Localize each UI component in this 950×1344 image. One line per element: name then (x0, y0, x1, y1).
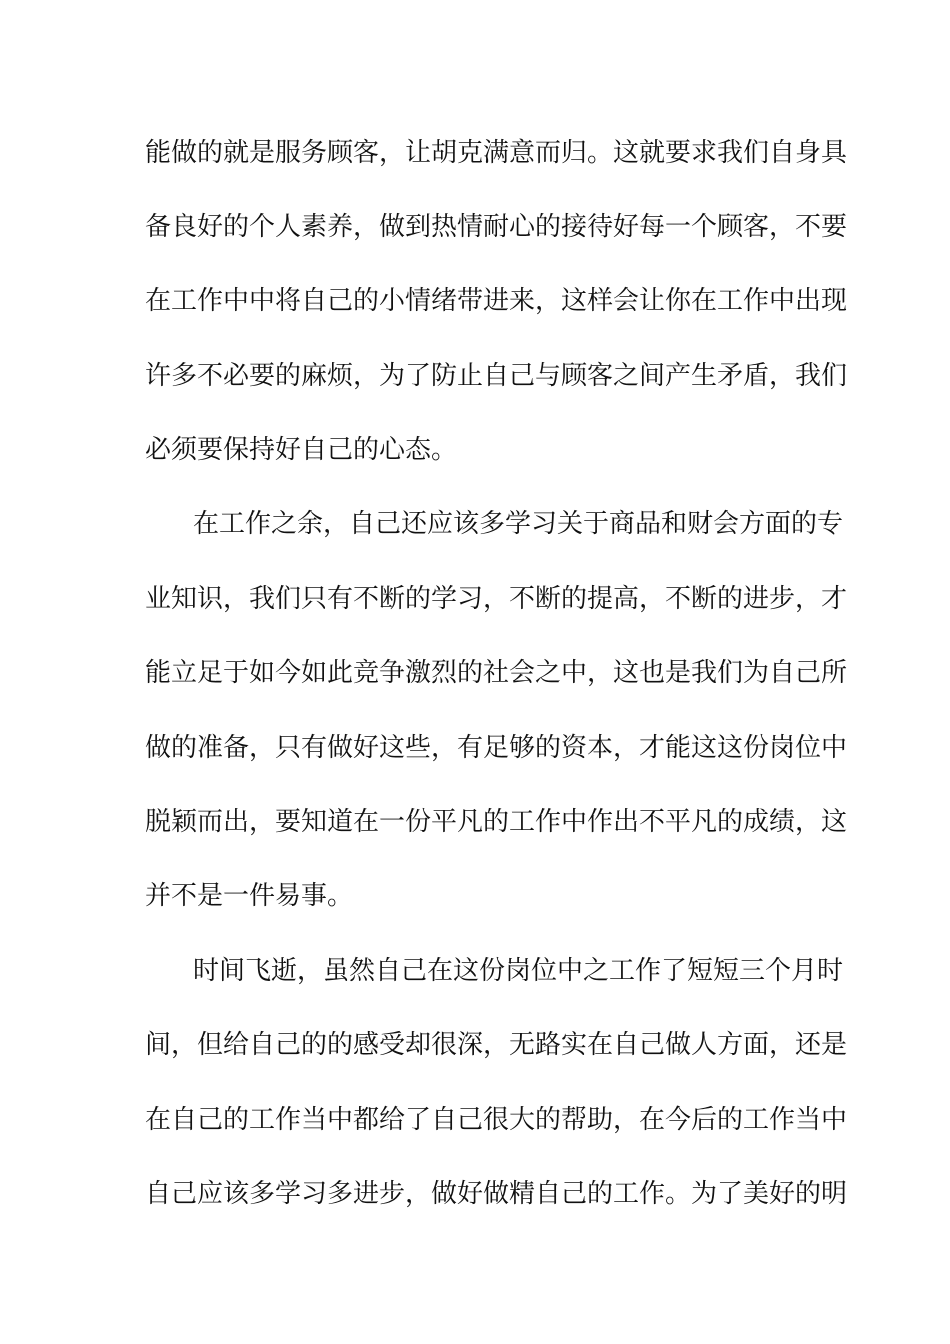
paragraph-2-line-1: 在工作之余，自己还应该多学习关于商品和财会方面的专 (193, 509, 844, 539)
paragraph-3-line-3: 在自己的工作当中都给了自己很大的帮助，在今后的工作当中 (145, 1105, 848, 1135)
paragraph-2-line-6: 并不是一件易事。 (145, 881, 354, 911)
paragraph-2-line-5: 脱颖而出，要知道在一份平凡的工作中作出不平凡的成绩，这 (145, 807, 848, 837)
paragraph-3-line-1: 时间飞逝，虽然自己在这份岗位中之工作了短短三个月时 (193, 956, 844, 986)
paragraph-3-line-4: 自己应该多学习多进步，做好做精自己的工作。为了美好的明 (145, 1179, 848, 1209)
paragraph-3-line-2: 间，但给自己的的感受却很深，无路实在自己做人方面，还是 (145, 1030, 848, 1060)
paragraph-2-line-4: 做的准备，只有做好这些，有足够的资本，才能这这份岗位中 (145, 733, 848, 763)
paragraph-2-line-2: 业知识，我们只有不断的学习，不断的提高，不断的进步，才 (145, 584, 848, 614)
paragraph-1-line-3: 在工作中中将自己的小情绪带进来，这样会让你在工作中出现 (145, 286, 848, 316)
paragraph-1-line-1: 能做的就是服务顾客，让胡克满意而归。这就要求我们自身具 (145, 138, 848, 168)
paragraph-1-line-2: 备良好的个人素养，做到热情耐心的接待好每一个顾客，不要 (145, 212, 848, 242)
paragraph-2-line-3: 能立足于如今如此竞争激烈的社会之中，这也是我们为自己所 (145, 658, 848, 688)
paragraph-1-line-4: 许多不必要的麻烦，为了防止自己与顾客之间产生矛盾，我们 (145, 361, 848, 391)
paragraph-1-line-5: 必须要保持好自己的心态。 (145, 435, 458, 465)
